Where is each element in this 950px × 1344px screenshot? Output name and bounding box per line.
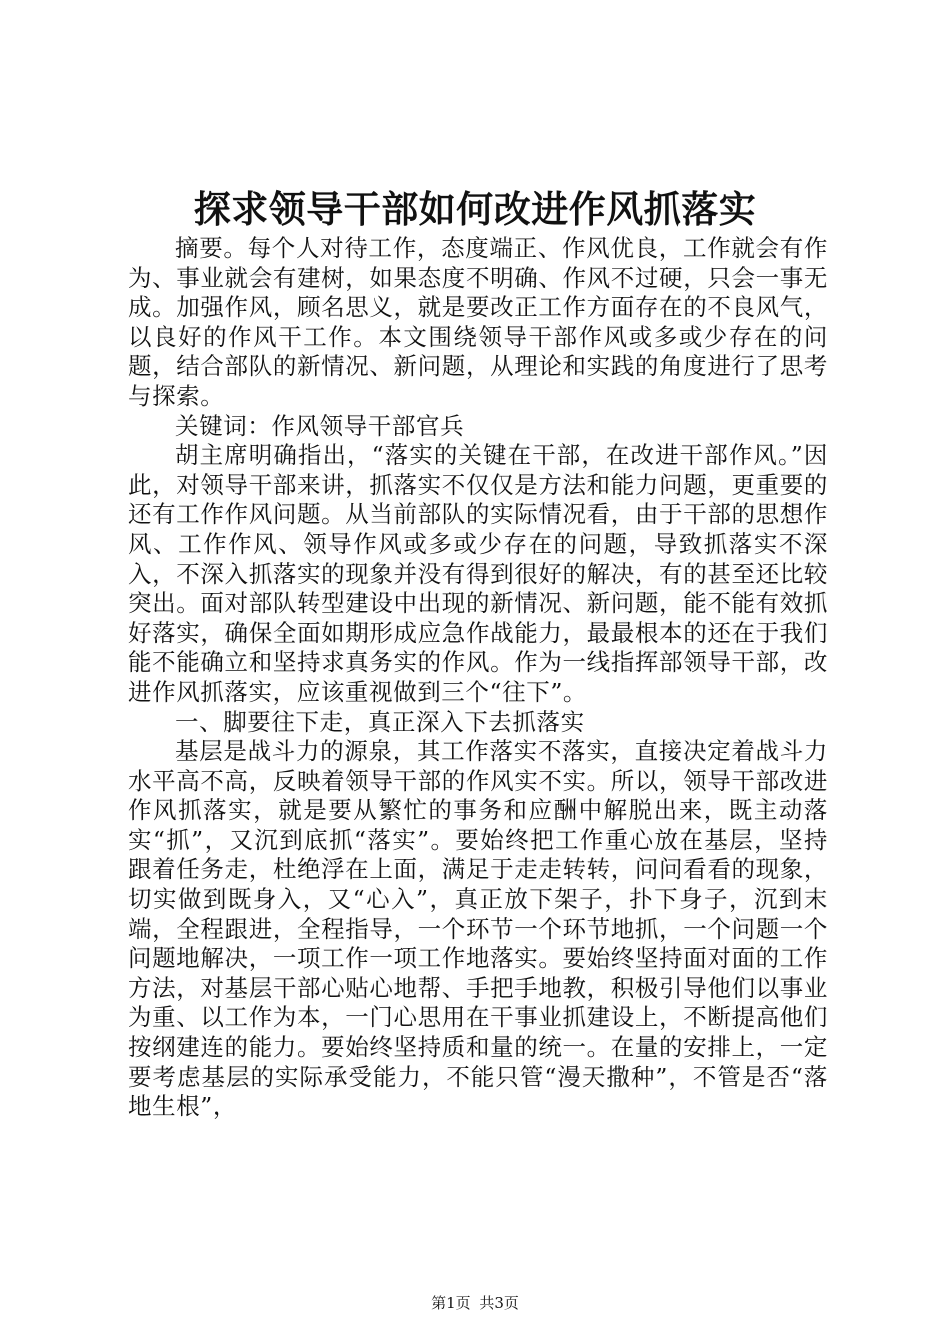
page-footer	[0, 1293, 950, 1313]
document-title: 探求领导干部如何改进作风抓落实	[193, 187, 757, 231]
document-body	[128, 234, 828, 1122]
section-1-paragraph: 基层是战斗力的源泉，其工作落实不落实，直接决定着战斗力水平高不高，反映着领导干部的作风实不实。所以，领导干部改进作风抓落实，就是要从繁忙的事务和应酬中解脱出来，既主动落实“抓”，又沉到底抓“落实”。要始终把工作重心放在基层，坚持跟着任务走，杜绝浮在上面，满足于走走转转，问问看看的现象，切实做到既身入，又“心入”，真正放下架子，扑下身子，沉到末端，全程跟进，全程指导，一个环节一个环节地抓，一个问题一个问题地解决，一项工作一项工作地落实。要始终坚持面对面的工作方法，对基层干部心贴心地帮、手把手地教，积极引导他们以事业为重、以工作为本，一门心思用在干事业抓建设上，不断提高他们按纲建连的能力。要始终坚持质和量的统一。在量的安排上，一定要考虑基层的实际承受能力，不能只管“漫天撒种”，不管是否“落地生根”，	[128, 737, 828, 1121]
abstract-paragraph: 摘要。每个人对待工作，态度端正、作风优良，工作就会有作为、事业就会有建树，如果态度不明确、作风不过硬，只会一事无成。加强作风，顾名思义，就是要改正工作方面存在的不良风气，以良好的作风干工作。本文围绕领导干部作风或多或少存在的问题，结合部队的新情况、新问题，从理论和实践的角度进行了思考与探索。	[128, 234, 828, 410]
page-total: 共3页	[479, 1294, 519, 1312]
intro-paragraph: 胡主席明确指出，“落实的关键在干部，在改进干部作风。”因此，对领导干部来讲，抓落实不仅仅是方法和能力问题，更重要的还有工作作风问题。从当前部队的实际情况看，由于干部的思想作风、工作作风、领导作风或多或少存在的问题，导致抓落实不深入，不深入抓落实的现象并没有得到很好的解决，有的甚至还比较突出。面对部队转型建设中出现的新情况、新问题，能不能有效抓好落实，确保全面如期形成应急作战能力，最最根本的还在于我们能不能确立和坚持求真务实的作风。作为一线指挥部领导干部，改进作风抓落实，应该重视做到三个“往下”。	[128, 441, 828, 706]
page-number: 第1页	[431, 1294, 471, 1312]
section-heading-1: 一、脚要往下走，真正深入下去抓落实	[175, 707, 585, 736]
keywords-paragraph: 关键词：作风领导干部官兵	[175, 411, 465, 440]
